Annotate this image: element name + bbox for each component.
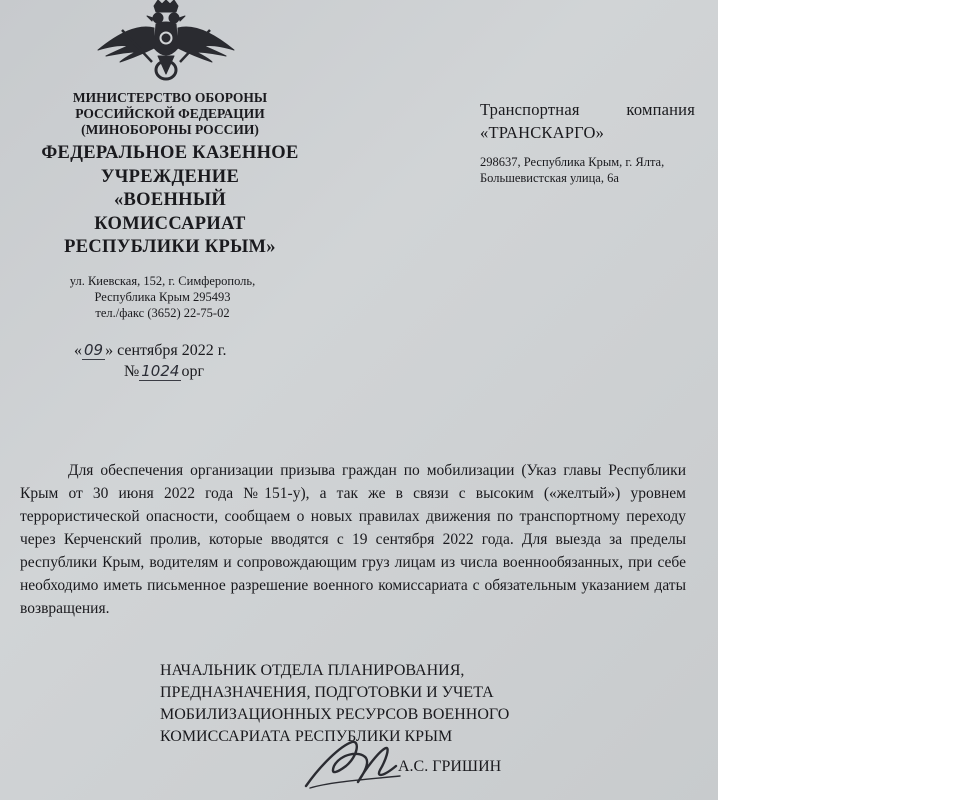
institution-line: КОМИССАРИАТ (94, 213, 246, 234)
signature-icon (300, 736, 410, 792)
institution-line: УЧРЕЖДЕНИЕ (100, 166, 240, 187)
signatory-title-line: ПРЕДНАЗНАЧЕНИЯ, ПОДГОТОВКИ И УЧЕТА (160, 684, 494, 701)
institution-line: «ВОЕННЫЙ (113, 190, 227, 210)
recipient-block (480, 98, 695, 186)
dispatch-number (124, 362, 204, 381)
date-day-handwritten: 09 (84, 341, 104, 359)
ministry-line: (МИНОБОРОНЫ РОССИИ) (81, 122, 259, 137)
recipient-company: Транспортная компания (480, 100, 695, 119)
number-prefix: № (124, 363, 140, 380)
recipient-company-name: «ТРАНСКАРГО» (480, 123, 605, 142)
institution-header (20, 142, 320, 260)
number-handwritten: 1024 (141, 362, 180, 380)
institution-line: РЕСПУБЛИКИ КРЫМ» (64, 237, 276, 257)
ministry-line: МИНИСТЕРСТВО ОБОРОНЫ (72, 90, 268, 105)
letter-body: Для обеспечения организации призыва граждан по мобилизации (Указ главы Республики Крым от 30 июня 2022 года №151-у), а так же в связи с высоким («желтый») уровнем террористической опасности, сообщаем о новых правилах движения по транспортному переходу через Керченский пролив, которые вводятся с 19 сентября 2022 года. Для выезда за пределы республики Крым, водителям и сопровождающим груз лицам из числа военнообязанных, при себе необходимо иметь письменное разрешение военного комиссариата с обязательным указанием даты возвращения. (20, 461, 686, 617)
sender-address-line: тел./факс (3652) 22-75-02 (95, 306, 230, 320)
date-open-quote: « (74, 342, 82, 359)
number-suffix: орг (181, 363, 205, 380)
signatory-title-line: МОБИЛИЗАЦИОННЫХ РЕСУРСОВ ВОЕННОГО (160, 706, 510, 723)
signatory-title-line: НАЧАЛЬНИК ОТДЕЛА ПЛАНИРОВАНИЯ, (160, 662, 465, 679)
ministry-header (20, 90, 320, 138)
sender-address-line: ул. Киевская, 152, г. Симферополь, (69, 274, 256, 288)
date-rest: » сентября 2022 г. (105, 342, 227, 359)
sender-address (40, 273, 285, 321)
signatory-title (160, 660, 600, 748)
signer-name: А.С. ГРИШИН (398, 758, 502, 775)
institution-line: ФЕДЕРАЛЬНОЕ КАЗЕННОЕ (41, 143, 299, 163)
dispatch-date (74, 341, 226, 360)
signatory-title-line: КОМИССАРИАТА РЕСПУБЛИКИ КРЫМ (160, 728, 453, 745)
sender-address-line: Республика Крым 295493 (94, 290, 231, 304)
recipient-address: 298637, Республика Крым, г. Ялта, Большевистская улица, 6а (480, 155, 665, 185)
eagle-emblem-icon (92, 0, 240, 88)
ministry-line: РОССИЙСКОЙ ФЕДЕРАЦИИ (75, 106, 265, 121)
